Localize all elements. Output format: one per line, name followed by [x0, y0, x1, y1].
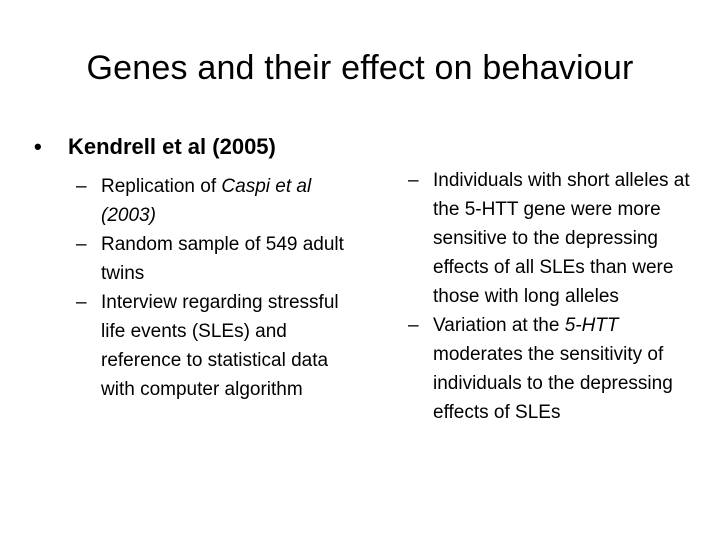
sub-bullet-text: Individuals with short alleles at the 5-HTT gene were more sensitive to the depressing effects of all SLEs than were those with long alleles	[433, 170, 690, 307]
sub-bullet-text: Interview regarding stressful life events (SLEs) and reference to statistical data with computer algorithm	[101, 292, 339, 400]
citation-emphasis: Caspi et al (2003)	[101, 176, 312, 226]
sub-bullet-interview	[76, 288, 366, 404]
dash-marker: –	[76, 234, 87, 255]
bullet-marker: •	[34, 134, 42, 159]
sub-bullet-text: Random sample of 549 adult twins	[101, 234, 344, 284]
sub-bullet-suffix: moderates the sensitivity of individuals to the depressing effects of SLEs	[433, 344, 673, 423]
sub-bullet-text	[433, 311, 708, 427]
dash-marker: –	[408, 315, 419, 336]
sub-bullet-short-alleles	[408, 166, 708, 311]
sub-bullet-sample	[76, 230, 366, 288]
sub-bullet-text	[101, 172, 366, 230]
dash-marker: –	[408, 170, 419, 191]
left-column	[76, 172, 366, 404]
dash-marker: –	[76, 292, 87, 313]
slide-title: Genes and their effect on behaviour	[86, 49, 634, 87]
sub-bullet-variation	[408, 311, 708, 427]
gene-emphasis: 5-HTT	[564, 315, 619, 336]
main-bullet	[34, 132, 276, 162]
right-column	[408, 166, 708, 427]
dash-marker: –	[76, 176, 87, 197]
main-bullet-text: Kendrell et al (2005)	[68, 134, 276, 159]
sub-bullet-prefix: Variation at the	[433, 315, 565, 336]
sub-bullet-replication	[76, 172, 366, 230]
sub-bullet-prefix: Replication of	[101, 176, 222, 197]
